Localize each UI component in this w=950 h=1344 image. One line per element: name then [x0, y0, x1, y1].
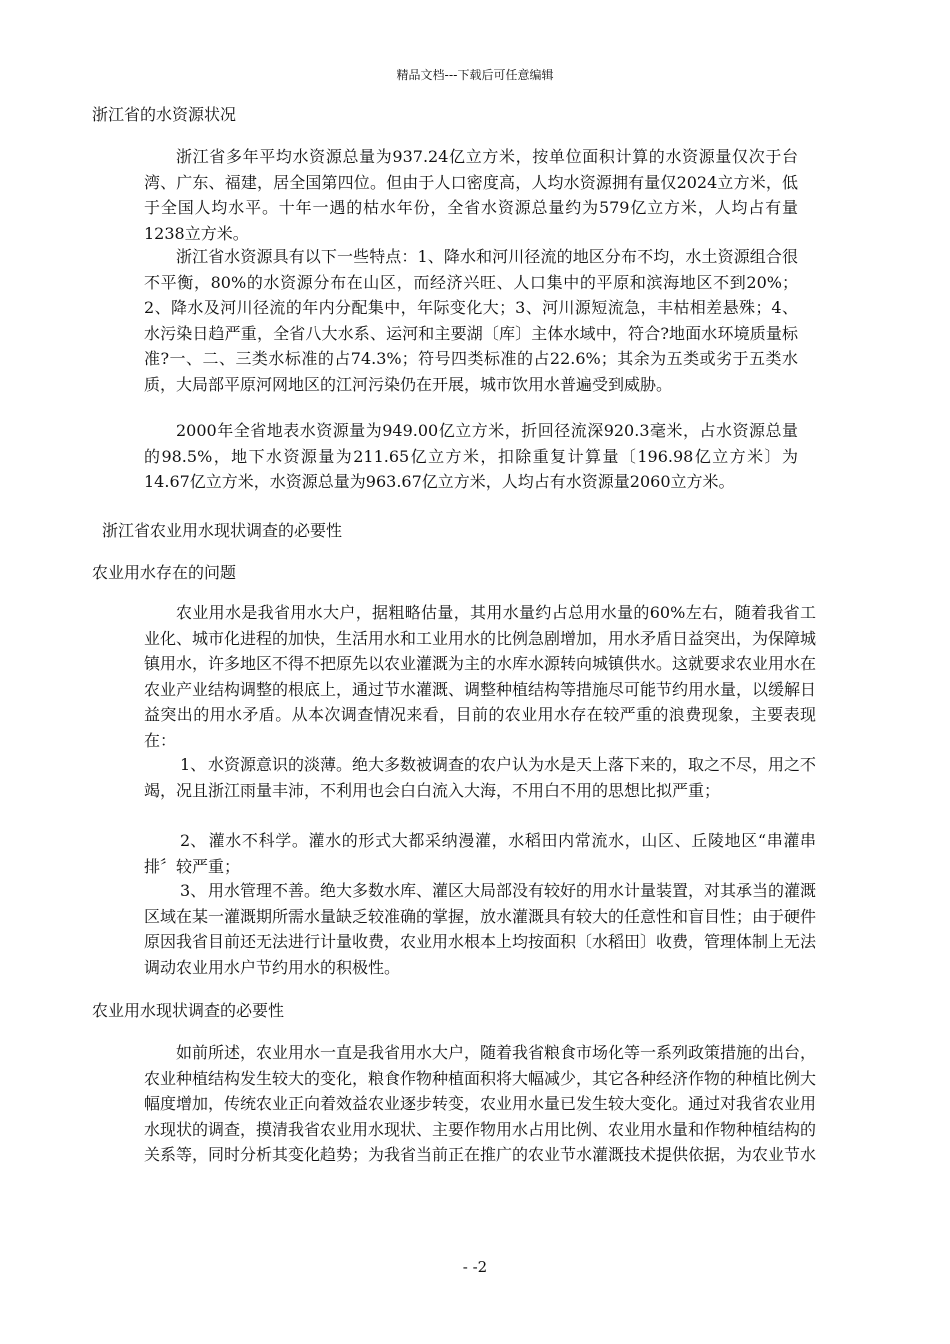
list-text: 灌水不科学。灌水的形式大都采纳漫灌，水稻田内常流水，山区、丘陵地区“串灌串排〞较严重； [144, 831, 816, 876]
list-item [144, 828, 816, 879]
list-item [144, 878, 816, 980]
list-number: 1、 [180, 755, 207, 774]
heading-survey-necessity: 浙江省农业用水现状调查的必要性 [102, 521, 343, 540]
paragraph-total-resources: 浙江省多年平均水资源总量为937.24亿立方米，按单位面积计算的水资源量仅次于台湾、广东、福建，居全国第四位。但由于人口密度高，人均水资源拥有量仅2024立方米，低于全国人均水平。十年一遇的枯水年份，全省水资源总量约为579亿立方米，人均占有量1238立方米。 [144, 147, 798, 243]
list-text: 用水管理不善。绝大多数水库、灌区大局部没有较好的用水计量装置，对其承当的灌溉区域在某一灌溉期所需水量缺乏较准确的掌握，放水灌溉具有较大的任意性和盲目性；由于硬件原因我省目前还无法进行计量收费，农业用水根本上均按面积〔水稻田〕收费，管理体制上无法调动农业用水户节约用水的积极性。 [144, 881, 817, 977]
paragraph-as-mentioned: 如前所述，农业用水一直是我省用水大户，随着我省粮食市场化等一系列政策措施的出台，农业种植结构发生较大的变化，粮食作物种植面积将大幅减少，其它各种经济作物的种植比例大幅度增加，传统农业正向着效益农业逐步转变，农业用水量已发生较大变化。通过对我省农业用水现状的调查，摸清我省农业用水现状、主要作物用水占用比例、农业用水量和作物种植结构的关系等，同时分析其变化趋势；为我省当前正在推广的农业节水灌溉技术提供依据，为农业节水 [144, 1043, 817, 1165]
list-number: 2、 [180, 831, 207, 850]
page-header: 精品文档---下载后可任意编辑 [396, 68, 554, 82]
heading-survey-necessity-2: 农业用水现状调查的必要性 [92, 1001, 285, 1020]
list-item [144, 752, 816, 803]
paragraph-2000-stats: 2000年全省地表水资源量为949.00亿立方米，折回径流深920.3毫米，占水资源总量的98.5%，地下水资源量为211.65亿立方米，扣除重复计算量〔196.98亿立方米〕为14.67亿立方米，水资源总量为963.67亿立方米，人均占有水资源量2060立方米。 [144, 421, 798, 492]
list-number: 3、 [180, 881, 207, 900]
heading-problems: 农业用水存在的问题 [92, 563, 237, 582]
paragraph-agri-water: 农业用水是我省用水大户，据粗略估量，其用水量约占总用水量的60%左右，随着我省工业化、城市化进程的加快，生活用水和工业用水的比例急剧增加，用水矛盾日益突出，为保障城镇用水，许多地区不得不把原先以农业灌溉为主的水库水源转向城镇供水。这就要求农业用水在农业产业结构调整的根底上，通过节水灌溉、调整种植结构等措施尽可能节约用水量，以缓解日益突出的用水矛盾。从本次调查情况来看，目前的农业用水存在较严重的浪费现象，主要表现在： [144, 603, 817, 750]
page-number: - -2 [462, 1258, 488, 1276]
paragraph-characteristics: 浙江省水资源具有以下一些特点：1、降水和河川径流的地区分布不均，水土资源组合很不平衡，80%的水资源分布在山区，而经济兴旺、人口集中的平原和滨海地区不到20%；2、降水及河川径流的年内分配集中，年际变化大；3、河川源短流急，丰枯相差悬殊；4、水污染日趋严重，全省八大水系、运河和主要湖〔库〕主体水域中，符合?地面水环境质量标准?一、二、三类水标准的占74.3%；符号四类标准的占22.6%；其余为五类或劣于五类水质，大局部平原河网地区的江河污染仍在开展，城市饮用水普遍受到威胁。 [144, 247, 798, 394]
heading-water-resources: 浙江省的水资源状况 [92, 105, 237, 124]
list-text: 水资源意识的淡薄。绝大多数被调查的农户认为水是天上落下来的，取之不尽，用之不竭，况且浙江雨量丰沛，不利用也会白白流入大海，不用白不用的思想比拟严重； [144, 755, 817, 800]
